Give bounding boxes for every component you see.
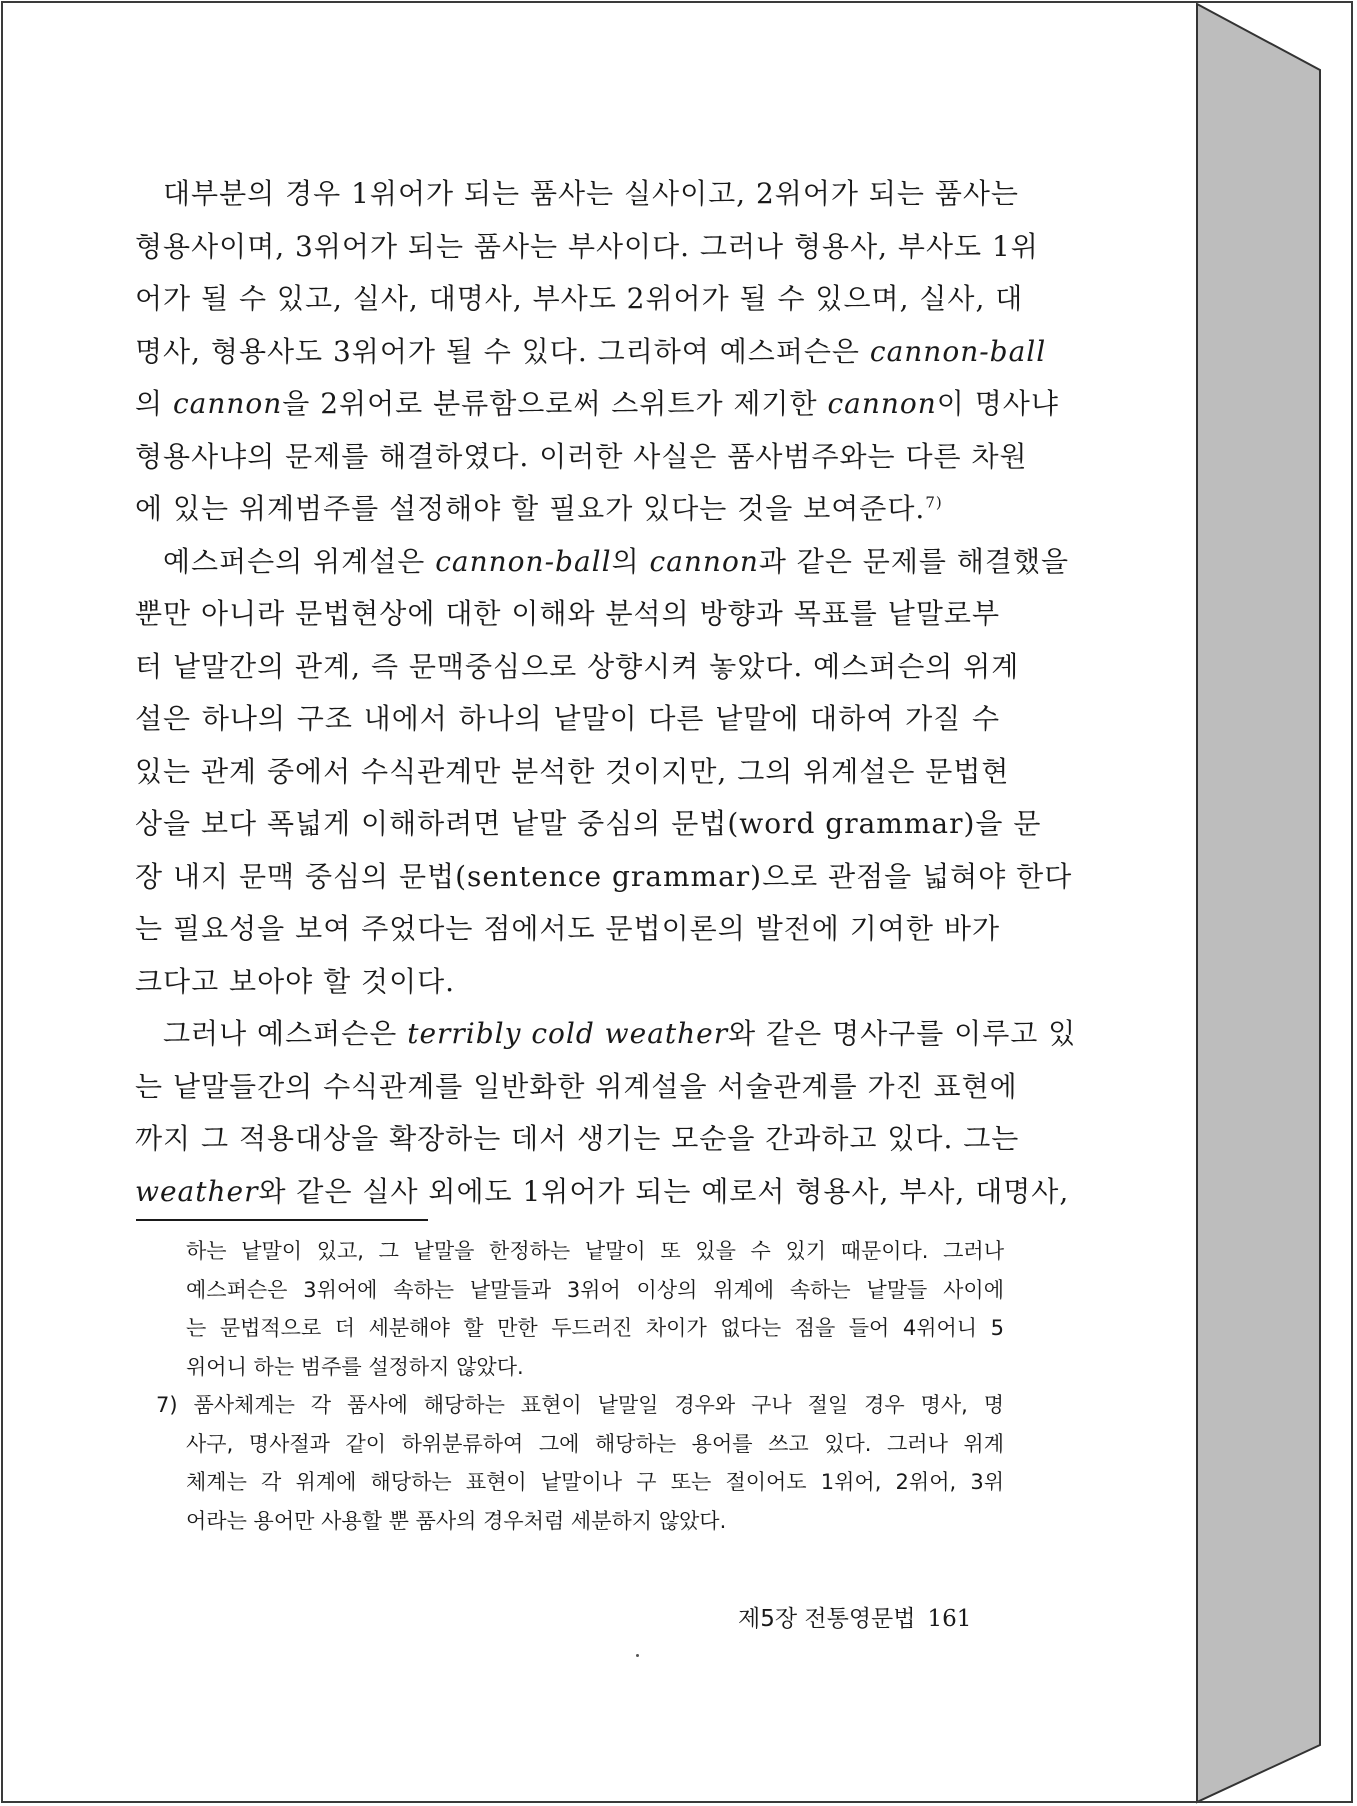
italic-term: cannon: [172, 387, 283, 420]
paragraph-3: [135, 1008, 1077, 1218]
footnote-line: 체계는 각 위계에 해당하는 표현이 낱말이나 구 또는 절이어도 1위어, 2위어, 3위: [186, 1470, 1004, 1494]
text-segment: 과 같은 문제를 해결했을: [758, 544, 1070, 578]
text-line: 크다고 보아야 할 것이다.: [135, 964, 456, 998]
text-line: 까지 그 적용대상을 확장하는 데서 생기는 모순을 간과하고 있다. 그는: [135, 1122, 1020, 1155]
italic-term: terribly cold weather: [407, 1017, 729, 1050]
footnote-line: 는 문법적으로 더 세분해야 할 만한 두드러진 차이가 없다는 점을 들어 4위어니 5: [186, 1316, 1004, 1340]
text-segment: 의: [611, 544, 650, 578]
chapter-title: 제5장 전통영문법: [738, 1606, 916, 1632]
footnotes: [136, 1232, 1004, 1540]
italic-term: cannon-ball: [435, 544, 612, 578]
text-line: 터 낱말간의 관계, 즉 문맥중심으로 상향시켜 놓았다. 예스퍼슨의 위계: [135, 649, 1020, 683]
text-line: 형용사이며, 3위어가 되는 품사는 부사이다. 그러나 형용사, 부사도 1위: [135, 229, 1039, 263]
italic-term: cannon-ball: [869, 334, 1047, 368]
text-line: 있는 관계 중에서 수식관계만 분석한 것이지만, 그의 위계설은 문법현: [135, 754, 1010, 788]
print-speck: [636, 1654, 639, 1657]
page-footer: [738, 1600, 971, 1633]
footnote-ref: 7): [925, 493, 943, 512]
text-segment: 의: [135, 387, 173, 420]
italic-term: cannon: [649, 544, 759, 578]
text-segment: 예스퍼슨의 위계설은: [163, 544, 436, 578]
text-line: [135, 536, 1070, 589]
text-line: 장 내지 문맥 중심의 문법(sentence grammar)으로 관점을 넓혀야 한다: [135, 859, 1073, 893]
italic-term: weather: [135, 1174, 259, 1208]
footnote-divider: [136, 1219, 428, 1221]
text-line: 어가 될 수 있고, 실사, 대명사, 부사도 2위어가 될 수 있으며, 실사, 대: [135, 282, 1024, 315]
text-line: 뿐만 아니라 문법현상에 대한 이해와 분석의 방향과 목표를 낱말로부: [135, 597, 1000, 630]
text-line: 는 필요성을 보여 주었다는 점에서도 문법이론의 발전에 기여한 바가: [135, 912, 1000, 945]
italic-term: cannon: [827, 387, 937, 420]
text-segment: 명사, 형용사도 3위어가 될 수 있다. 그리하여 예스퍼슨은: [135, 334, 870, 368]
footnote-line: 하는 낱말이 있고, 그 낱말을 한정하는 낱말이 또 있을 수 있기 때문이다. 그러나: [186, 1239, 1004, 1263]
text-line: 는 낱말들간의 수식관계를 일반화한 위계설을 서술관계를 가진 표현에: [135, 1069, 1018, 1103]
text-segment: 에 있는 위계범주를 설정해야 할 필요가 있다는 것을 보여준다.: [135, 492, 926, 525]
footnote-line: 어라는 용어만 사용할 뿐 품사의 경우처럼 세분하지 않았다.: [186, 1508, 727, 1533]
text-line: 대부분의 경우 1위어가 되는 품사는 실사이고, 2위어가 되는 품사는: [163, 177, 1019, 210]
text-line: 설은 하나의 구조 내에서 하나의 낱말이 다른 낱말에 대하여 가질 수: [135, 702, 1000, 735]
footnote-line: 사구, 명사절과 같이 하위분류하여 그에 해당하는 용어를 쓰고 있다. 그러나 위계: [186, 1431, 1004, 1456]
text-line: 형용사냐의 문제를 해결하였다. 이러한 사실은 품사범주와는 다른 차원: [135, 439, 1028, 473]
text-segment: 이 명사냐: [936, 387, 1059, 420]
footnote-line: 예스퍼슨은 3위어에 속하는 낱말들과 3위어 이상의 위계에 속하는 낱말들 사이에: [186, 1277, 1004, 1302]
text-line: 상을 보다 폭넓게 이해하려면 낱말 중심의 문법(word grammar)을 문: [135, 807, 1042, 840]
text-segment: 을 2위어로 분류함으로써 스위트가 제기한: [282, 387, 828, 420]
body-text: [135, 168, 1077, 1218]
page-number: 161: [927, 1606, 972, 1632]
text-line: [135, 326, 1047, 379]
text-line: [135, 483, 1000, 536]
footnote-line: 7) 품사체계는 각 품사에 해당하는 표현이 낱말일 경우와 구나 절일 경우 명사, 명: [156, 1393, 1004, 1417]
text-line: [135, 1008, 1077, 1061]
text-line: [135, 1166, 1070, 1219]
text-line: [135, 378, 1059, 431]
text-segment: 와 같은 실사 외에도 1위어가 되는 예로서 형용사, 부사, 대명사,: [258, 1174, 1070, 1208]
footnote-line: 위어니 하는 범주를 설정하지 않았다.: [186, 1354, 524, 1379]
paragraph-1: [135, 168, 1059, 536]
paragraph-2: [135, 536, 1073, 1009]
text-segment: 와 같은 명사구를 이루고 있: [728, 1017, 1077, 1050]
text-segment: 그러나 예스퍼슨은: [163, 1017, 408, 1050]
